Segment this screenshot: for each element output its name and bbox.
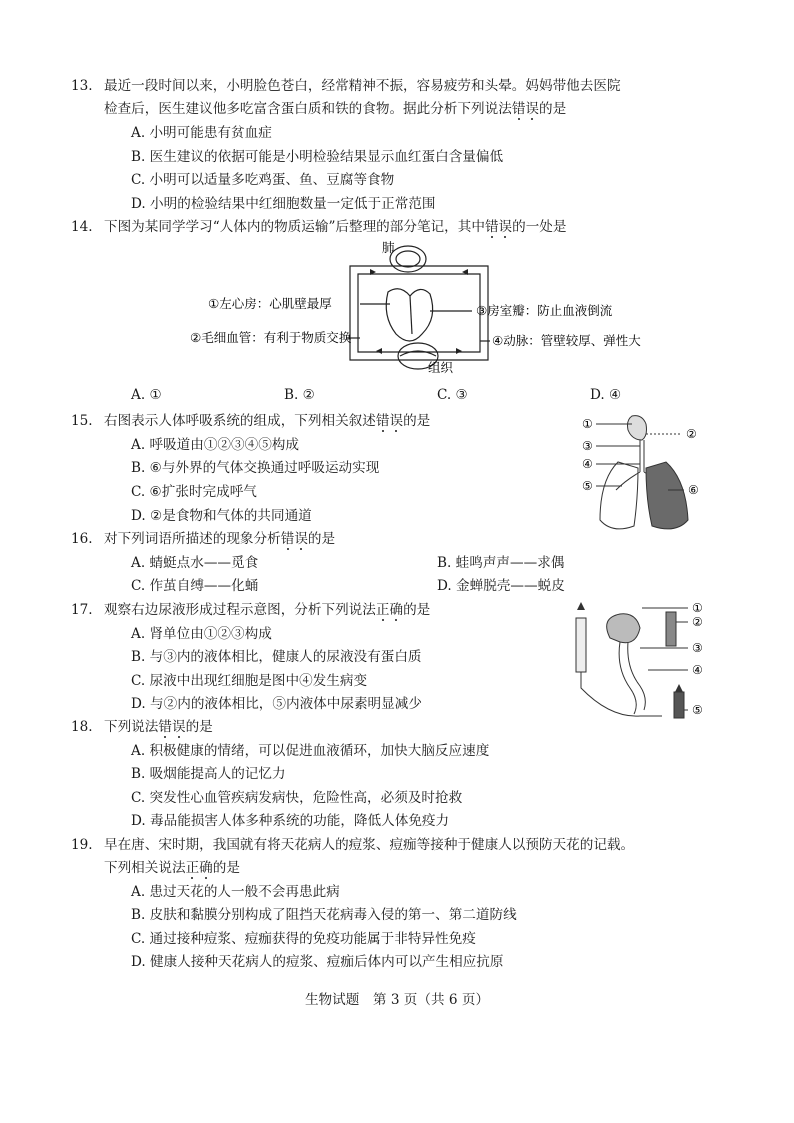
option-d: D. ④ <box>590 387 622 403</box>
option-c: C. 尿液中出现红细胞是图中④发生病变 <box>131 673 368 689</box>
heart-septum <box>410 296 412 334</box>
tubule-line <box>581 672 662 716</box>
option-a: A. 小明可能患有贫血症 <box>131 125 272 141</box>
emphasis-text: 正确 <box>185 860 213 876</box>
option-d: D. 毒品能损害人体多种系统的功能，降低人体免疫力 <box>131 813 450 829</box>
option-b: B. ② <box>284 387 315 403</box>
emphasis-text: 错误 <box>158 719 186 735</box>
question-text: 观察右边尿液形成过程示意图，分析下列说法 <box>104 602 376 618</box>
urine-formation-diagram <box>570 598 710 723</box>
lung-left-shape <box>600 462 638 529</box>
label-1: ① <box>692 601 703 615</box>
question-17-stem <box>71 600 431 620</box>
head-shape <box>628 416 647 440</box>
note-2: ②毛细血管：有利于物质交换 <box>190 330 352 345</box>
label-3: ③ <box>692 641 703 655</box>
question-13-stem-line2 <box>104 99 566 119</box>
option-d: D. 小明的检验结果中红细胞数量一定低于正常范围 <box>131 196 436 212</box>
lung-capillary-inner-shape <box>396 251 420 267</box>
option-d: D. 健康人接种天花病人的痘浆、痘痂后体内可以产生相应抗原 <box>131 954 504 970</box>
label-5: ⑤ <box>582 479 593 493</box>
emphasis-text: 错误 <box>280 531 308 547</box>
question-text: 的是 <box>403 602 431 618</box>
bronchus-left <box>616 472 640 490</box>
emphasis-text: 正确 <box>375 602 404 618</box>
question-text: 下图为某同学学习“人体内的物质运输”后整理的部分笔记，其中 <box>104 219 485 235</box>
option-c: C. 通过接种痘浆、痘痂获得的免疫功能属于非特异性免疫 <box>131 931 476 947</box>
circulation-diagram <box>190 238 660 378</box>
option-b: B. 吸烟能提高人的记忆力 <box>131 766 286 782</box>
label-6: ⑥ <box>688 483 699 497</box>
label-3: ③ <box>582 439 593 453</box>
option-a: A. 积极健康的情绪，可以促进血液循环，加快大脑反应速度 <box>131 743 490 759</box>
question-text: 最近一段时间以来，小明脸色苍白，经常精神不振，容易疲劳和头晕。妈妈带他去医院 <box>104 78 621 94</box>
question-text: 的是 <box>403 413 431 429</box>
lung-label: 肺 <box>382 240 395 255</box>
glomerulus-shape <box>607 614 640 643</box>
note-1: ①左心房：心肌壁最厚 <box>208 296 332 311</box>
option-c: C. 小明可以适量多吃鸡蛋、鱼、豆腐等食物 <box>131 172 395 188</box>
question-text: 下列相关说法 <box>104 860 186 876</box>
question-18-stem <box>71 717 213 737</box>
arrow-icon <box>456 348 462 354</box>
option-c: C. 突发性心血管疾病发病快，危险性高，必须及时抢救 <box>131 790 463 806</box>
option-a: A. 肾单位由①②③构成 <box>131 626 272 642</box>
question-text: 的是 <box>539 101 567 117</box>
question-number: 15. <box>71 413 93 429</box>
note-4: ④动脉：管壁较厚、弹性大 <box>492 333 641 348</box>
question-text: 的是 <box>307 531 336 547</box>
collecting-tube <box>576 618 586 672</box>
emphasis-text: 错误 <box>375 413 404 429</box>
option-d: D. ②是食物和气体的共同通道 <box>131 508 312 524</box>
question-number: 16. <box>71 531 93 547</box>
option-a: A. 患过天花的人一般不会再患此病 <box>131 884 340 900</box>
question-text: 对下列词语所描述的现象分析 <box>104 531 281 547</box>
respiratory-system-diagram <box>582 410 712 540</box>
emphasis-text: 错误 <box>511 101 539 117</box>
question-text: 的一处是 <box>512 219 567 235</box>
label-2: ② <box>686 427 697 441</box>
option-a: A. 蜻蜓点水——觅食 <box>131 555 259 571</box>
question-text: 检查后，医生建议他多吃富含蛋白质和铁的食物。据此分析下列说法 <box>104 101 512 117</box>
arrow-up-icon <box>577 602 585 610</box>
option-a: A. ① <box>131 387 162 403</box>
page-footer: 生物试题 第 3 页（共 6 页） <box>304 992 490 1008</box>
label-1: ① <box>582 417 593 431</box>
question-13-stem <box>71 76 621 96</box>
loop-of-henle-2 <box>628 642 646 710</box>
option-d: D. 与②内的液体相比，⑤内液体中尿素明显减少 <box>131 696 422 712</box>
question-number: 19. <box>71 837 93 853</box>
question-number: 14. <box>71 219 93 235</box>
option-a: A. 呼吸道由①②③④⑤构成 <box>131 437 299 453</box>
label-2: ② <box>692 615 703 629</box>
question-14-stem <box>71 217 567 237</box>
option-b: B. 与③内的液体相比，健康人的尿液没有蛋白质 <box>131 649 422 665</box>
arrow-up-icon <box>675 684 683 692</box>
question-text: 的是 <box>212 860 240 876</box>
lung-right-shape <box>646 462 688 529</box>
blood-vessel <box>666 612 676 646</box>
option-c: C. 作茧自缚——化蛹 <box>131 578 259 594</box>
question-text: 的是 <box>185 719 213 735</box>
option-b: B. ⑥与外界的气体交换通过呼吸运动实现 <box>131 460 380 476</box>
emphasis-text: 错误 <box>484 219 513 235</box>
question-text: 右图表示人体呼吸系统的组成，下列相关叙述 <box>104 413 376 429</box>
question-number: 13. <box>71 78 93 94</box>
question-16-stem <box>71 529 336 549</box>
tissue-label: 组织 <box>428 360 454 375</box>
circulation-loop <box>350 266 488 360</box>
option-b: B. 蛙鸣声声——求偶 <box>437 555 565 571</box>
option-b: B. 医生建议的依据可能是小明检验结果显示血红蛋白含量偏低 <box>131 149 504 165</box>
option-b: B. 皮肤和黏膜分别构成了阻挡天花病毒入侵的第一、第二道防线 <box>131 907 517 923</box>
question-text: 早在唐、宋时期，我国就有将天花病人的痘浆、痘痂等接种于健康人以预防天花的记载。 <box>104 837 635 853</box>
question-19-stem-line2 <box>104 858 240 878</box>
label-4: ④ <box>692 663 703 677</box>
option-c: C. ⑥扩张时完成呼气 <box>131 484 257 500</box>
option-d: D. 金蝉脱壳——蜕皮 <box>437 578 565 594</box>
question-number: 17. <box>71 602 93 618</box>
label-5: ⑤ <box>692 703 703 717</box>
question-19-stem <box>71 835 635 855</box>
arrow-icon <box>376 348 382 354</box>
circulation-loop-inner <box>358 274 480 352</box>
note-3: ③房室瓣：防止血液倒流 <box>476 303 613 318</box>
option-c: C. ③ <box>437 387 468 403</box>
label-4: ④ <box>582 457 593 471</box>
question-15-stem <box>71 411 431 431</box>
vein-vessel <box>674 692 684 718</box>
question-number: 18. <box>71 719 93 735</box>
question-text: 下列说法 <box>104 719 159 735</box>
